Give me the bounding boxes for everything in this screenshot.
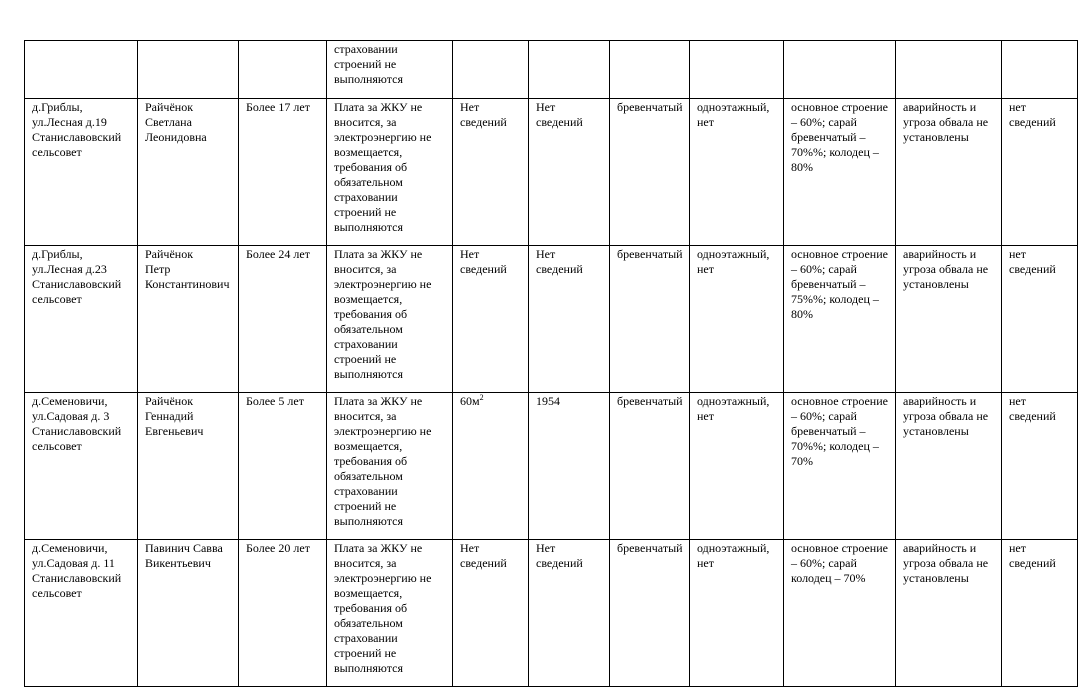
cell-payment: Плата за ЖКУ не вносится, за электроэнергию не возмещается, требования об обязательном страховании строений не выполняются: [327, 99, 453, 246]
cell-area: [453, 393, 529, 540]
area-value: 60м: [460, 394, 480, 408]
cell-payment: страховании строений не выполняются: [327, 41, 453, 99]
cell-owner: Райчёнок Геннадий Евгеньевич: [138, 393, 239, 540]
cell-wear: основное строение – 60%; сарай бревенчатый – 75%%; колодец – 80%: [784, 246, 896, 393]
cell-other: нет сведений: [1002, 393, 1078, 540]
table-row: [25, 246, 1078, 393]
cell-other: [1002, 41, 1078, 99]
cell-other: нет сведений: [1002, 99, 1078, 246]
cell-duration: [239, 41, 327, 99]
cell-address: д.Семеновичи, ул.Садовая д. 11 Станиславовский сельсовет: [25, 540, 138, 687]
cell-area: [453, 41, 529, 99]
cell-material: бревенчатый: [610, 393, 690, 540]
cell-year: [529, 41, 610, 99]
cell-material: бревенчатый: [610, 540, 690, 687]
cell-condition: [896, 41, 1002, 99]
cell-other: нет сведений: [1002, 246, 1078, 393]
area-value: Нет сведений: [460, 247, 507, 276]
cell-payment: Плата за ЖКУ не вносится, за электроэнергию не возмещается, требования об обязательном страховании строений не выполняются: [327, 393, 453, 540]
cell-payment: Плата за ЖКУ не вносится, за электроэнергию не возмещается, требования об обязательном страховании строений не выполняются: [327, 540, 453, 687]
cell-condition: аварийность и угроза обвала не установлены: [896, 540, 1002, 687]
cell-year: Нет сведений: [529, 246, 610, 393]
table-row: [25, 540, 1078, 687]
area-unit-superscript: 2: [479, 393, 484, 402]
cell-owner: [138, 41, 239, 99]
cell-address: д.Семеновичи, ул.Садовая д. 3 Станиславовский сельсовет: [25, 393, 138, 540]
cell-wear: основное строение – 60%; сарай колодец – 70%: [784, 540, 896, 687]
cell-floors: одноэтажный, нет: [690, 540, 784, 687]
table-row: [25, 99, 1078, 246]
cell-owner: Павинич Савва Викентьевич: [138, 540, 239, 687]
cell-floors: [690, 41, 784, 99]
cell-duration: Более 17 лет: [239, 99, 327, 246]
cell-year: Нет сведений: [529, 540, 610, 687]
cell-material: бревенчатый: [610, 99, 690, 246]
cell-condition: аварийность и угроза обвала не установлены: [896, 99, 1002, 246]
cell-duration: Более 24 лет: [239, 246, 327, 393]
cell-owner: Райчёнок Петр Константинович: [138, 246, 239, 393]
cell-area: [453, 540, 529, 687]
cell-floors: одноэтажный, нет: [690, 246, 784, 393]
property-register-table: [24, 40, 1078, 687]
table-row-continued: [25, 41, 1078, 99]
cell-floors: одноэтажный, нет: [690, 393, 784, 540]
area-value: Нет сведений: [460, 100, 507, 129]
cell-address: [25, 41, 138, 99]
cell-material: бревенчатый: [610, 246, 690, 393]
cell-owner: Райчёнок Светлана Леонидовна: [138, 99, 239, 246]
cell-area: [453, 99, 529, 246]
cell-duration: Более 20 лет: [239, 540, 327, 687]
cell-other: нет сведений: [1002, 540, 1078, 687]
cell-material: [610, 41, 690, 99]
table-row: [25, 393, 1078, 540]
cell-year: 1954: [529, 393, 610, 540]
cell-floors: одноэтажный, нет: [690, 99, 784, 246]
cell-address: д.Гриблы, ул.Лесная д.23 Станиславовский сельсовет: [25, 246, 138, 393]
cell-address: д.Гриблы, ул.Лесная д.19 Станиславовский сельсовет: [25, 99, 138, 246]
cell-year: Нет сведений: [529, 99, 610, 246]
cell-payment: Плата за ЖКУ не вносится, за электроэнергию не возмещается, требования об обязательном страховании строений не выполняются: [327, 246, 453, 393]
cell-wear: основное строение – 60%; сарай бревенчатый – 70%%; колодец – 80%: [784, 99, 896, 246]
cell-duration: Более 5 лет: [239, 393, 327, 540]
cell-wear: [784, 41, 896, 99]
cell-area: [453, 246, 529, 393]
area-value: Нет сведений: [460, 541, 507, 570]
cell-wear: основное строение – 60%; сарай бревенчатый – 70%%; колодец – 70%: [784, 393, 896, 540]
cell-condition: аварийность и угроза обвала не установлены: [896, 393, 1002, 540]
cell-condition: аварийность и угроза обвала не установлены: [896, 246, 1002, 393]
